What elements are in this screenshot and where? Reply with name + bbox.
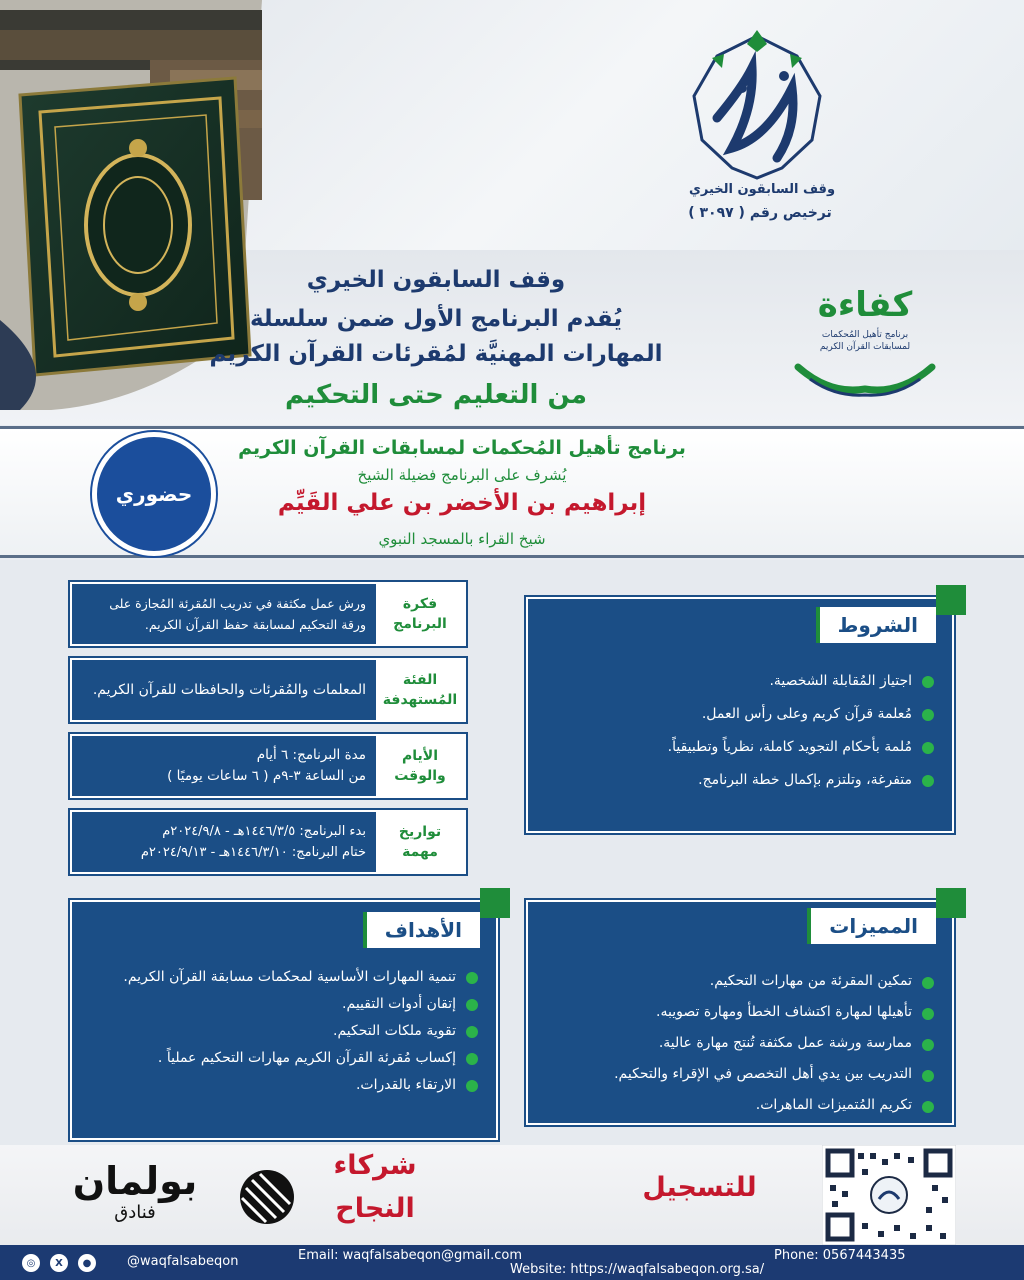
partner-subtitle: فنادق [114,1202,156,1223]
bullet-icon [922,977,934,989]
card-corner [936,888,966,918]
list-item: إكساب مُقرئة القرآن الكريم مهارات التحكيم عملياً . [88,1045,478,1072]
bullet-icon [922,742,934,754]
list-item: إتقان أدوات التقييم. [88,991,478,1018]
kafaa-logo-text: كفاءة [817,285,913,325]
kafaa-logo-subtitle: برنامج تأهيل المُحكمات لمسابقات القرآن الكريم [819,330,911,352]
target-audience-text: المعلمات والمُقرئات والحافظات للقرآن الكريم. [92,681,366,698]
org-name: وقف السابقون الخيري [306,267,566,293]
list-item: متفرغة، وتلتزم بإكمال خطة البرنامج. [544,764,934,797]
license-number: ترخيص رقم ( ٣٠٩٧ ) [688,205,832,221]
partner-logo [60,1160,210,1230]
partner-name: بولمان [72,1159,198,1203]
bullet-icon [922,1039,934,1051]
open-book-icon [790,355,940,405]
list-item: تأهيلها لمهارة اكتشاف الخطأ ومهارة تصويبه. [544,997,934,1028]
partners-subtitle: النجاح [335,1193,415,1224]
list-item: مُلمة بأحكام التجويد كاملة، نظرياً وتطبيقياً. [544,731,934,764]
important-dates-label: تواريخ مهمة [376,812,464,872]
days-time-text: مدة البرنامج: ٦ أيام من الساعة ٣-٩م ( ٦ ساعات يوميًا ) [167,747,366,784]
days-time-label: الأيام والوقت [376,736,464,796]
conditions-card [526,597,954,833]
bullet-icon [922,1070,934,1082]
bullet-icon [466,999,478,1011]
card-corner [936,585,966,615]
registration-qr-code[interactable] [822,1145,956,1245]
website-link[interactable]: Website: https://waqfalsabeqon.org.sa/ [510,1262,765,1277]
list-item: اجتياز المُقابلة الشخصية. [544,665,934,698]
goals-list [88,964,478,1099]
series-title: المهارات المهنيَّة لمُقرئات القرآن الكريم [209,341,663,367]
features-list [544,966,934,1121]
supervisor-intro: يُشرف على البرنامج فضيلة الشيخ [357,466,567,484]
attendance-mode-label: حضوري [115,482,193,506]
target-audience-box [70,658,466,722]
bullet-icon [922,709,934,721]
sheikh-role: شيخ القراء بالمسجد النبوي [378,530,546,548]
bullet-icon [922,1008,934,1020]
goals-title: الأهداف [363,912,480,948]
bullet-icon [922,676,934,688]
kafaa-logo [790,283,940,413]
list-item: التدريب بين يدي أهل التخصص في الإقراء والتحكيم. [544,1059,934,1090]
partner-logo-icon [238,1168,296,1226]
logo-caption: وقف السابقون الخيري [688,182,836,197]
program-idea-text: ورش عمل مكثفة في تدريب المُقرئة المُجازة على ورقة التحكيم لمسابقة حفظ القرآن الكريم. [109,596,366,632]
target-audience-label: الفئة المُستهدفة [376,660,464,720]
bullet-icon [922,775,934,787]
features-card [526,900,954,1125]
bullet-icon [922,1101,934,1113]
important-dates-text: بدء البرنامج: ١٤٤٦/٣/٥هـ - ٢٠٢٤/٩/٨م ختام البرنامج: ١٤٤٦/٣/١٠هـ - ٢٠٢٤/٩/١٣م [140,824,366,860]
email-link[interactable]: Email: waqfalsabeqon@gmail.com [298,1248,523,1263]
program-title: برنامج تأهيل المُحكمات لمسابقات القرآن الكريم [238,437,686,459]
sheikh-name: إبراهيم بن الأخضر بن علي القَيِّم [277,490,647,516]
x-icon[interactable]: X [50,1254,68,1272]
sabiqoon-logo [672,28,842,206]
list-item: تقوية ملكات التحكيم. [88,1018,478,1045]
bullet-icon [466,972,478,984]
conditions-title: الشروط [816,607,936,643]
bullet-icon [466,1080,478,1092]
list-item: تكريم المُتميزات الماهرات. [544,1090,934,1121]
twitter-icon[interactable]: ● [78,1254,96,1272]
goals-card [70,900,498,1140]
register-label: للتسجيل [642,1172,757,1203]
days-time-box [70,734,466,798]
list-item: الارتقاء بالقدرات. [88,1072,478,1099]
conditions-list [544,665,934,797]
program-idea-label: فكرة البرنامج [376,584,464,644]
card-corner [480,888,510,918]
list-item: تنمية المهارات الأساسية لمحكمات مسابقة القرآن الكريم. [88,964,478,991]
instagram-icon[interactable]: ◎ [22,1254,40,1272]
features-title: المميزات [807,908,936,944]
phone-link[interactable]: Phone: 0567443435 [774,1248,906,1263]
list-item: تمكين المقرئة من مهارات التحكيم. [544,966,934,997]
bullet-icon [466,1026,478,1038]
list-item: ممارسة ورشة عمل مكثفة تُنتج مهارة عالية. [544,1028,934,1059]
partners-title: شركاء [333,1150,417,1181]
bullet-icon [466,1053,478,1065]
attendance-mode-badge [92,432,216,556]
slogan: من التعليم حتى التحكيم [284,380,588,410]
presents-line: يُقدم البرنامج الأول ضمن سلسلة [249,306,623,332]
important-dates-box [70,810,466,874]
list-item: مُعلمة قرآن كريم وعلى رأس العمل. [544,698,934,731]
program-idea-box [70,582,466,646]
social-handle[interactable]: @waqfalsabeqon [127,1254,239,1269]
